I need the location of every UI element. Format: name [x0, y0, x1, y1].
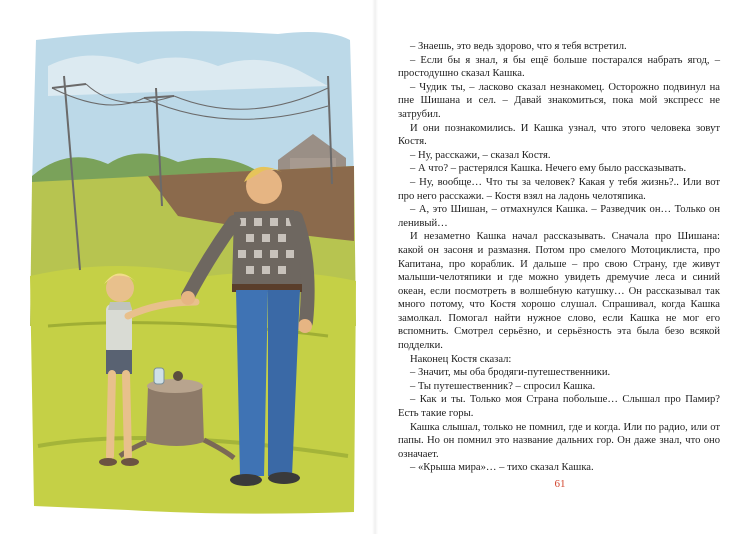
text-column [398, 40, 720, 475]
paragraph: – Если бы я знал, я бы ещё больше постарался набрать ягод, – простодушно сказал Кашка. [398, 54, 720, 80]
page-number: 61 [554, 478, 566, 490]
paragraph: – А что? – растерялся Кашка. Нечего ему было рассказывать. [410, 163, 687, 175]
paragraph: Наконец Костя сказал: [410, 353, 512, 365]
paragraph: И незаметно Кашка начал рассказывать. Сначала про Шишана: какой он засоня и размазня. Потом про смелого Мотоциклиста, про Капитана, про кораблик. И дальше – про свою Страну, где живут малыши-челотяпики и где можно увидеть дремучие леса и синий океан, если посмотреть в волшебную катушку… Он рассказывал так много потому, что Костя хорошо слушал. Спрашивал, когда Кашка замолкал. Помогал найти нужное слово, если Кашка не мог его вспомнить. Смотрел серьёзно, и серьёзность эта была безо всякой подделки. [398, 231, 720, 352]
paragraph: – Значит, мы оба бродяги-путешественники. [410, 367, 611, 379]
paragraph: – Знаешь, это ведь здорово, что я тебя встретил. [410, 41, 627, 52]
paragraph: – А, это Шишан, – отмахнулся Кашка. – Разведчик он… Только он ленивый… [398, 204, 720, 229]
paragraph: – Чудик ты, – ласково сказал незнакомец. Осторожно подвинул на пне Шишана и сел. – Давай знакомиться, пока мой экспресс не затрубил. [398, 81, 720, 120]
page-fold [372, 0, 378, 534]
paragraph: Кашка слышал, только не помнил, где и когда. Или по радио, или от папы. Но он помнил это название дальних гор. Он даже знал, что оно означает. [398, 421, 720, 460]
paragraph: – Как и ты. Только моя Страна побольше… Слышал про Памир? Есть такие горы. [398, 394, 720, 420]
boy-and-man-on-meadow-illustration [28, 26, 358, 516]
paragraph: – «Крыша мира»… – тихо сказал Кашка. [410, 462, 594, 474]
paragraph: – Ну, расскажи, – сказал Костя. [410, 149, 551, 161]
paragraph: – Ты путешественник? – спросил Кашка. [410, 380, 596, 392]
paragraph: И они познакомились. И Кашка узнал, что этого человека зовут Костя. [398, 122, 720, 148]
paragraph: – Ну, вообще… Что ты за человек? Какая у тебя жизнь?.. Или вот про него расскажи. – Костя взял на ладонь челотяпика. [398, 176, 720, 202]
illustration [28, 26, 358, 516]
